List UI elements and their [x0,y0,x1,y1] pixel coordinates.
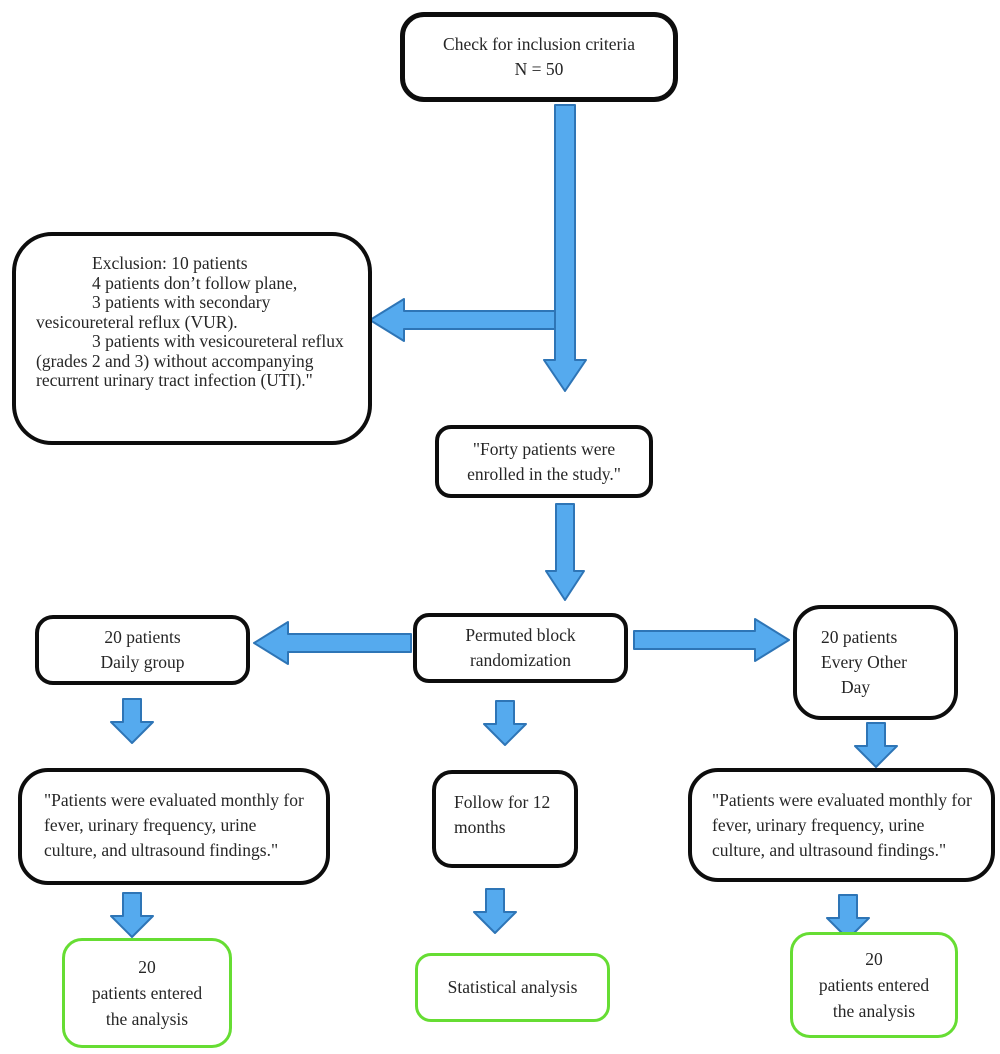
randomization-box [413,613,628,683]
exclusion-paragraph: 3 patients with secondary vesicoureteral reflux (VUR). [36,292,271,332]
exclusion-paragraph: Exclusion: 10 patients [92,253,248,273]
arrow-down-eod-to-eval-icon [854,722,898,768]
inclusion-criteria-box [400,12,678,102]
every-other-day-box [793,605,958,720]
arrow-right-to-every-other-day-icon [633,617,791,663]
follow-up-text: Follow for 12 months [454,792,551,837]
evaluation-text: "Patients were evaluated monthly for fever, urinary frequency, urine culture, and ultrasound findings." [44,790,304,860]
statistical-analysis-box [415,953,610,1022]
follow-up-box [432,770,578,868]
daily-group-box [35,615,250,685]
evaluation-box-daily [18,768,330,885]
eod-count: 20 patients [821,627,898,647]
randomization-line: Permuted block [465,625,576,645]
enrolled-box [435,425,653,498]
daily-group-count: 20 patients [104,627,181,647]
arrow-down-follow-to-statistical-icon [473,888,517,934]
analysis-line: patients entered [91,983,203,1003]
analysis-count: 20 [138,957,156,977]
arrow-left-to-exclusion-icon [368,297,566,343]
arrow-down-enrolled-to-randomization-icon [545,503,585,601]
arrow-down-eval-to-analysis-left-icon [110,892,154,938]
arrow-down-inclusion-to-enrolled-icon [543,104,587,392]
analysis-box-daily [62,938,232,1048]
randomization-line: randomization [469,650,572,670]
inclusion-n-value: N = 50 [514,59,564,79]
analysis-line: patients entered [818,975,930,995]
evaluation-text: "Patients were evaluated monthly for fever, urinary frequency, urine culture, and ultrasound findings." [712,790,972,860]
enrolled-text: "Forty patients were enrolled in the study." [467,438,621,484]
analysis-line: the analysis [105,1009,189,1029]
eod-label-line: Day [841,677,871,697]
analysis-line: the analysis [832,1001,916,1021]
exclusion-box [12,232,372,445]
eod-label-line: Every Other [821,652,908,672]
exclusion-paragraph: 4 patients don’t follow plane, [92,272,298,293]
statistical-analysis-text: Statistical analysis [447,977,578,997]
daily-group-label: Daily group [100,652,185,672]
arrow-down-daily-to-eval-icon [110,698,154,744]
inclusion-criteria-line: Check for inclusion criteria [443,34,635,54]
exclusion-paragraph: 3 patients with vesicoureteral reflux (grades 2 and 3) without accompanying recurrent urinary tract infection (UTI)." [36,331,344,390]
evaluation-box-eod [688,768,995,882]
analysis-box-eod [790,932,958,1038]
analysis-count: 20 [865,949,883,969]
arrow-down-randomization-to-follow-icon [483,700,527,746]
arrow-left-to-daily-group-icon [252,620,412,666]
